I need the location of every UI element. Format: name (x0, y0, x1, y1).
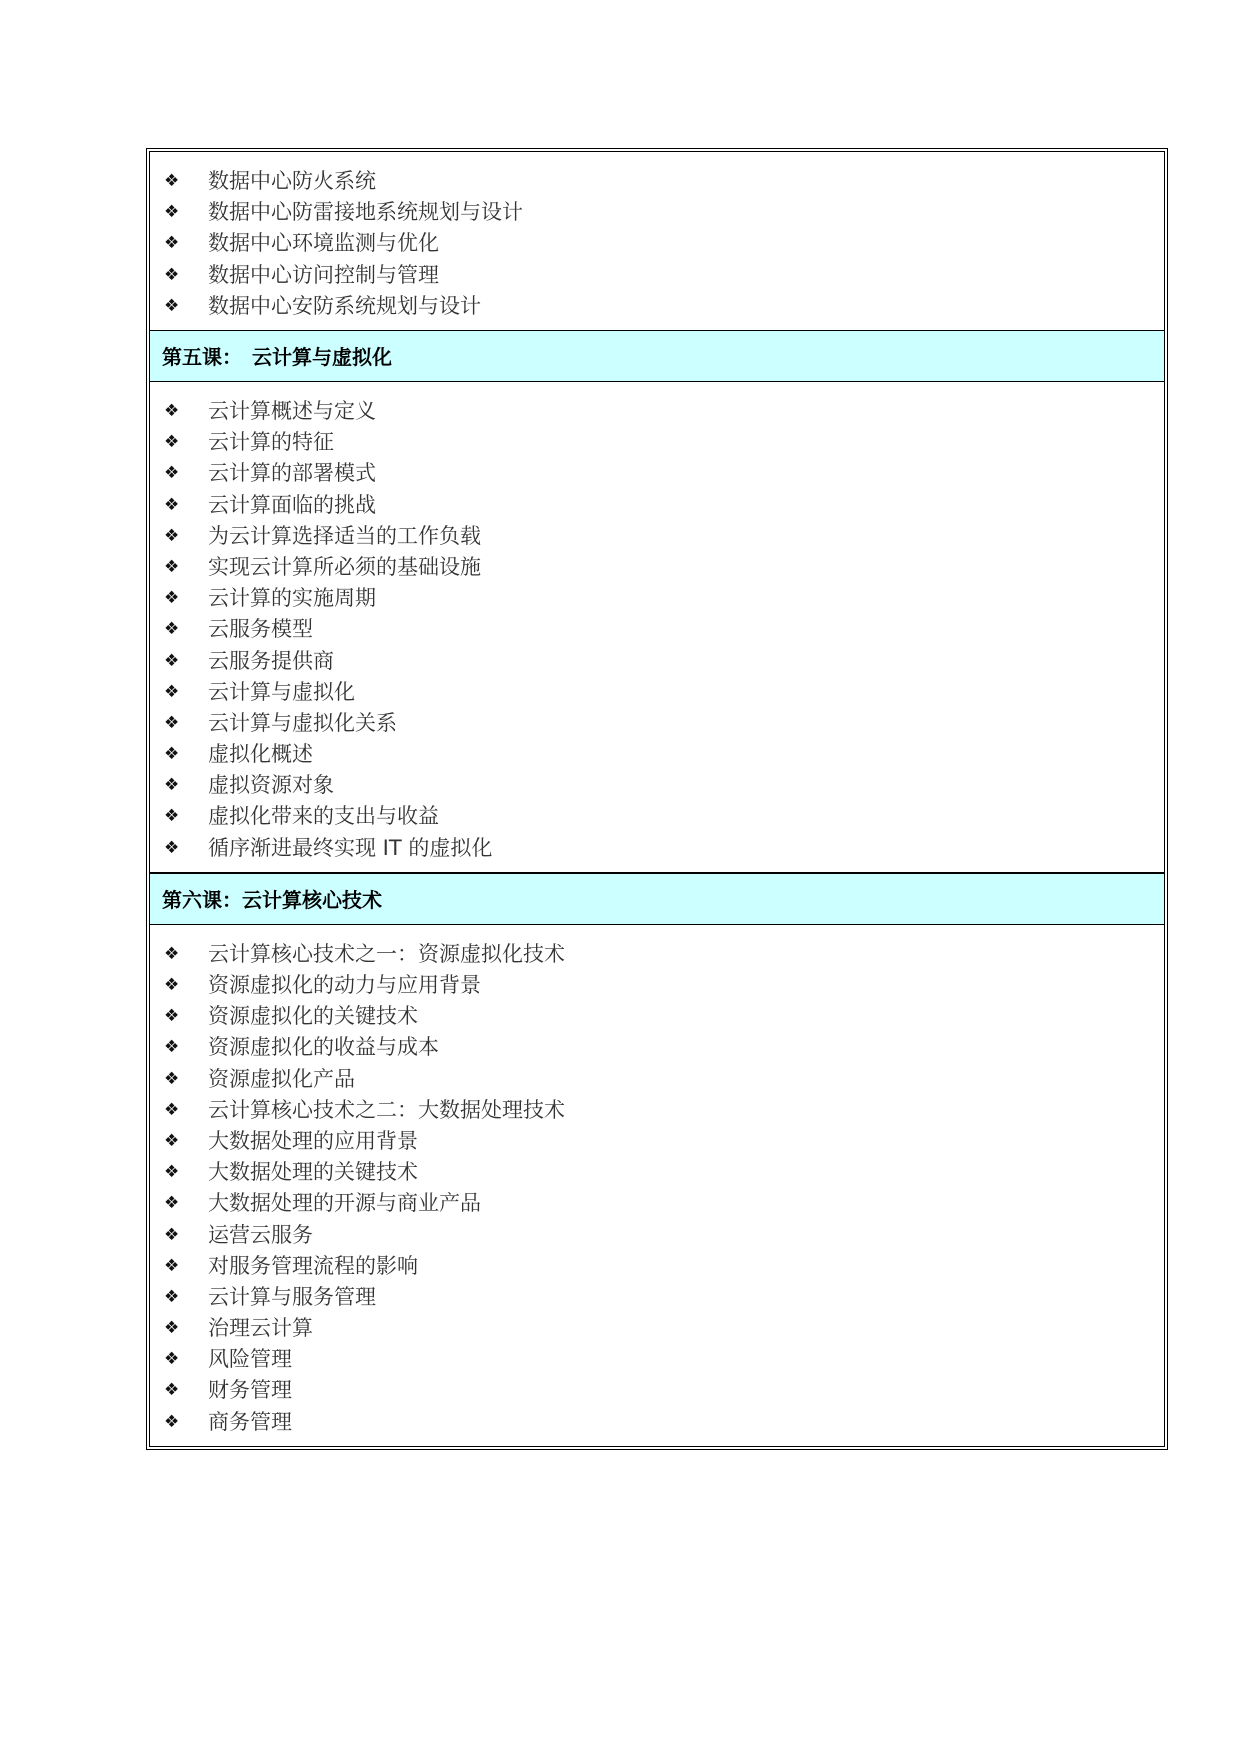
list-item (164, 970, 1164, 1001)
diamond-bullet-icon: ❖ (164, 1099, 180, 1120)
diamond-bullet-icon: ❖ (164, 806, 180, 827)
list-item-text: 为云计算选择适当的工作负载 (208, 523, 481, 548)
list-item (164, 396, 1164, 427)
list-item (164, 833, 1164, 864)
list-item (164, 1375, 1164, 1406)
list-item-text: 云计算面临的挑战 (208, 492, 376, 517)
list-item-text: 数据中心环境监测与优化 (208, 231, 439, 256)
list-item (164, 1032, 1164, 1063)
list-item-text: 云计算与服务管理 (208, 1284, 376, 1309)
list-item-text: 对服务管理流程的影响 (208, 1253, 418, 1278)
list-item (164, 1064, 1164, 1095)
list-item (164, 583, 1164, 614)
list-item (164, 1407, 1164, 1438)
list-item (164, 677, 1164, 708)
list-item-text: 资源虚拟化产品 (208, 1066, 355, 1091)
list-item (164, 197, 1164, 228)
section-body-lesson-5 (150, 382, 1164, 873)
list-item (164, 458, 1164, 489)
diamond-bullet-icon: ❖ (164, 1411, 180, 1432)
diamond-bullet-icon: ❖ (164, 1349, 180, 1370)
list-item-text: 云服务提供商 (208, 648, 334, 673)
diamond-bullet-icon: ❖ (164, 1037, 180, 1058)
list-item-text: 虚拟化带来的支出与收益 (208, 804, 439, 829)
list-item (164, 427, 1164, 458)
list-item-text: 大数据处理的应用背景 (208, 1128, 418, 1153)
list-item (164, 939, 1164, 970)
list-item-text: 数据中心防火系统 (208, 169, 376, 194)
section-body-datacenter (150, 152, 1164, 331)
diamond-bullet-icon: ❖ (164, 1318, 180, 1339)
list-item-text: 云计算的实施周期 (208, 586, 376, 611)
list-item (164, 645, 1164, 676)
list-item (164, 801, 1164, 832)
list-item (164, 614, 1164, 645)
list-item (164, 490, 1164, 521)
diamond-bullet-icon: ❖ (164, 588, 180, 609)
list-item-text: 运营云服务 (208, 1222, 313, 1247)
list-item (164, 708, 1164, 739)
list-item (164, 1282, 1164, 1313)
list-item-text: 资源虚拟化的动力与应用背景 (208, 973, 481, 998)
list-item-text: 云计算与虚拟化 (208, 679, 355, 704)
diamond-bullet-icon: ❖ (164, 494, 180, 515)
diamond-bullet-icon: ❖ (164, 432, 180, 453)
list-item-text: 云计算的部署模式 (208, 461, 376, 486)
diamond-bullet-icon: ❖ (164, 1162, 180, 1183)
list-item-text: 循序渐进最终实现 IT 的虚拟化 (208, 835, 493, 860)
list-item (164, 552, 1164, 583)
diamond-bullet-icon: ❖ (164, 1006, 180, 1027)
list-item (164, 1095, 1164, 1126)
diamond-bullet-icon: ❖ (164, 1286, 180, 1307)
diamond-bullet-icon: ❖ (164, 171, 180, 192)
diamond-bullet-icon: ❖ (164, 295, 180, 316)
list-item-text: 云计算核心技术之一：资源虚拟化技术 (208, 941, 565, 966)
diamond-bullet-icon: ❖ (164, 1224, 180, 1245)
list-item-text: 资源虚拟化的关键技术 (208, 1004, 418, 1029)
diamond-bullet-icon: ❖ (164, 1130, 180, 1151)
list-item (164, 228, 1164, 259)
section-header-lesson-5: 第五课： 云计算与虚拟化 (150, 331, 1164, 382)
diamond-bullet-icon: ❖ (164, 1380, 180, 1401)
list-item-text: 大数据处理的开源与商业产品 (208, 1191, 481, 1216)
list-item (164, 1001, 1164, 1032)
list-item-text: 商务管理 (208, 1409, 292, 1434)
list-item-text: 数据中心访问控制与管理 (208, 262, 439, 287)
list-item (164, 1344, 1164, 1375)
list-item (164, 291, 1164, 322)
list-item-text: 云计算核心技术之二：大数据处理技术 (208, 1097, 565, 1122)
list-item-text: 大数据处理的关键技术 (208, 1160, 418, 1185)
diamond-bullet-icon: ❖ (164, 837, 180, 858)
diamond-bullet-icon: ❖ (164, 264, 180, 285)
diamond-bullet-icon: ❖ (164, 401, 180, 422)
diamond-bullet-icon: ❖ (164, 233, 180, 254)
diamond-bullet-icon: ❖ (164, 1068, 180, 1089)
list-item-text: 云计算概述与定义 (208, 399, 376, 424)
diamond-bullet-icon: ❖ (164, 463, 180, 484)
list-item (164, 1157, 1164, 1188)
diamond-bullet-icon: ❖ (164, 975, 180, 996)
list-item (164, 1126, 1164, 1157)
list-item-text: 治理云计算 (208, 1316, 313, 1341)
list-item-text: 资源虚拟化的收益与成本 (208, 1035, 439, 1060)
section-header-lesson-6: 第六课：云计算核心技术 (150, 873, 1164, 925)
diamond-bullet-icon: ❖ (164, 1193, 180, 1214)
diamond-bullet-icon: ❖ (164, 202, 180, 223)
diamond-bullet-icon: ❖ (164, 943, 180, 964)
course-outline-table (149, 151, 1165, 1447)
list-item (164, 1251, 1164, 1282)
diamond-bullet-icon: ❖ (164, 1255, 180, 1276)
list-item-text: 财务管理 (208, 1378, 292, 1403)
diamond-bullet-icon: ❖ (164, 681, 180, 702)
list-item (164, 1188, 1164, 1219)
list-item (164, 260, 1164, 291)
list-item (164, 739, 1164, 770)
list-item (164, 1313, 1164, 1344)
diamond-bullet-icon: ❖ (164, 525, 180, 546)
list-item-text: 云服务模型 (208, 617, 313, 642)
list-item-text: 虚拟资源对象 (208, 773, 334, 798)
diamond-bullet-icon: ❖ (164, 619, 180, 640)
list-item (164, 521, 1164, 552)
diamond-bullet-icon: ❖ (164, 712, 180, 733)
diamond-bullet-icon: ❖ (164, 556, 180, 577)
list-item (164, 166, 1164, 197)
diamond-bullet-icon: ❖ (164, 775, 180, 796)
list-item (164, 1219, 1164, 1250)
list-item-text: 实现云计算所必须的基础设施 (208, 554, 481, 579)
list-item-text: 云计算与虚拟化关系 (208, 710, 397, 735)
section-body-lesson-6 (150, 925, 1164, 1446)
list-item-text: 数据中心安防系统规划与设计 (208, 293, 481, 318)
list-item-text: 数据中心防雷接地系统规划与设计 (208, 200, 523, 225)
diamond-bullet-icon: ❖ (164, 650, 180, 671)
list-item-text: 云计算的特征 (208, 430, 334, 455)
list-item-text: 虚拟化概述 (208, 742, 313, 767)
list-item (164, 770, 1164, 801)
list-item-text: 风险管理 (208, 1347, 292, 1372)
diamond-bullet-icon: ❖ (164, 744, 180, 765)
